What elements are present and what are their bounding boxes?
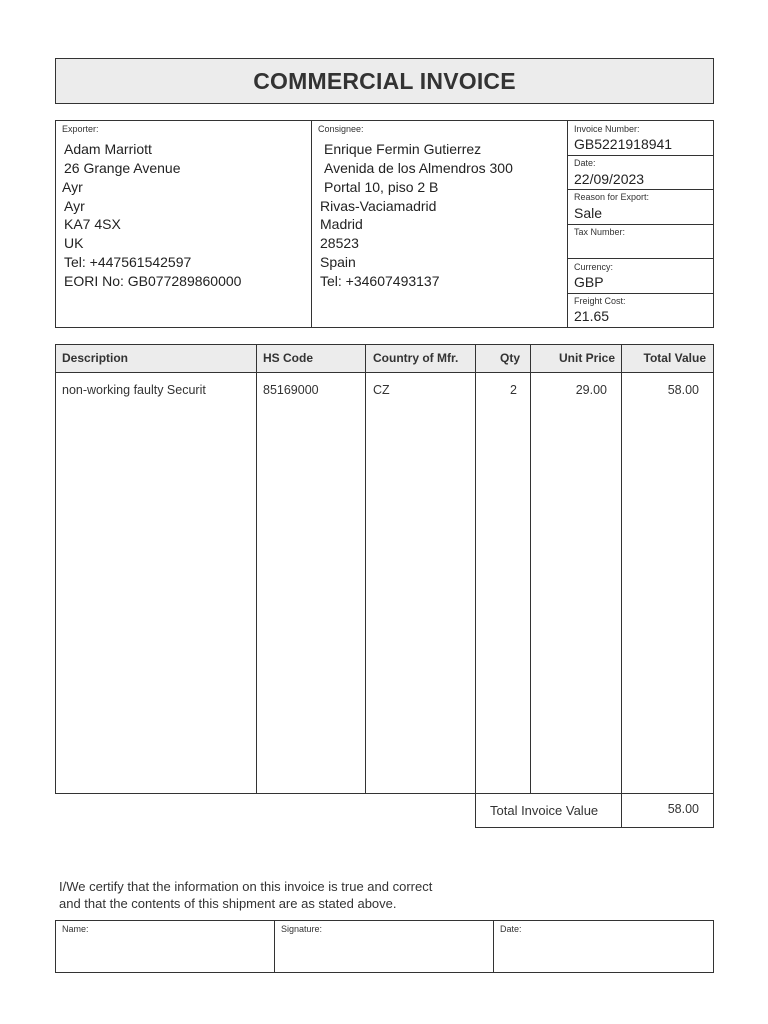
invoice-number-value: GB5221918941 — [574, 136, 673, 152]
column-header-hs-code: HS Code — [263, 351, 314, 365]
freight-cost-label: Freight Cost: — [574, 296, 626, 306]
signature-label: Signature: — [281, 924, 323, 934]
column-header-unit-price: Unit Price — [558, 351, 615, 365]
consignee-line: Spain — [320, 254, 356, 270]
tax-number-label: Tax Number: — [574, 227, 626, 237]
reason-for-export-value: Sale — [574, 205, 603, 221]
consignee-line: Avenida de los Almendros 300 — [324, 160, 513, 176]
page-title: COMMERCIAL INVOICE — [253, 67, 516, 94]
cell-country: CZ — [373, 383, 390, 397]
consignee-label: Consignee: — [318, 124, 364, 134]
cell-unit-price: 29.00 — [575, 383, 607, 397]
divider — [567, 293, 713, 294]
column-header-description: Description — [62, 351, 129, 365]
total-invoice-value-label: Total Invoice Value — [490, 803, 599, 818]
divider — [530, 345, 531, 793]
exporter-line: Ayr — [62, 179, 83, 195]
certification-line: I/We certify that the information on this invoice is true and correct — [59, 879, 433, 894]
divider — [493, 921, 494, 972]
exporter-line: KA7 4SX — [64, 216, 121, 232]
divider — [567, 189, 713, 190]
exporter-line: Adam Marriott — [64, 141, 152, 157]
date-label: Date: — [574, 158, 596, 168]
exporter-line: 26 Grange Avenue — [64, 160, 181, 176]
consignee-line: Rivas-Vaciamadrid — [320, 198, 437, 214]
cell-description: non-working faulty Securit — [62, 383, 206, 397]
title-banner — [55, 58, 714, 104]
cell-qty: 2 — [510, 383, 517, 397]
items-table — [55, 344, 714, 794]
freight-cost-value: 21.65 — [574, 308, 610, 324]
consignee-line: Tel: +34607493137 — [320, 273, 440, 289]
currency-label: Currency: — [574, 262, 614, 272]
divider — [621, 345, 622, 793]
divider — [567, 155, 713, 156]
divider — [311, 121, 312, 327]
column-header-total-value: Total Value — [643, 351, 706, 365]
divider — [274, 921, 275, 972]
reason-for-export-label: Reason for Export: — [574, 192, 650, 202]
column-header-country: Country of Mfr. — [373, 351, 459, 365]
signature-name-label: Name: — [62, 924, 89, 934]
consignee-line: Portal 10, piso 2 B — [324, 179, 439, 195]
total-invoice-value: 58.00 — [667, 802, 699, 816]
currency-value: GBP — [574, 274, 604, 290]
exporter-line: Tel: +447561542597 — [64, 254, 192, 270]
divider — [475, 345, 476, 793]
date-value: 22/09/2023 — [574, 171, 645, 187]
exporter-label: Exporter: — [62, 124, 99, 134]
divider — [567, 258, 713, 259]
certification-line: and that the contents of this shipment are as stated above. — [59, 896, 397, 911]
exporter-line: Ayr — [64, 198, 85, 214]
table-header — [56, 345, 713, 373]
divider — [256, 345, 257, 793]
divider — [621, 794, 622, 827]
invoice-number-label: Invoice Number: — [574, 124, 640, 134]
signature-date-label: Date: — [500, 924, 522, 934]
cell-hs-code: 85169000 — [263, 383, 319, 397]
exporter-line: UK — [64, 235, 84, 251]
column-header-qty: Qty — [499, 351, 520, 365]
party-details-section — [55, 120, 714, 328]
consignee-line: Madrid — [320, 216, 363, 232]
consignee-line: Enrique Fermin Gutierrez — [324, 141, 482, 157]
exporter-line: EORI No: GB077289860000 — [64, 273, 242, 289]
divider — [365, 345, 366, 793]
cell-total-value: 58.00 — [667, 383, 699, 397]
consignee-line: 28523 — [320, 235, 359, 251]
divider — [567, 224, 713, 225]
signature-section — [55, 920, 714, 973]
total-invoice-value-box — [475, 793, 714, 828]
